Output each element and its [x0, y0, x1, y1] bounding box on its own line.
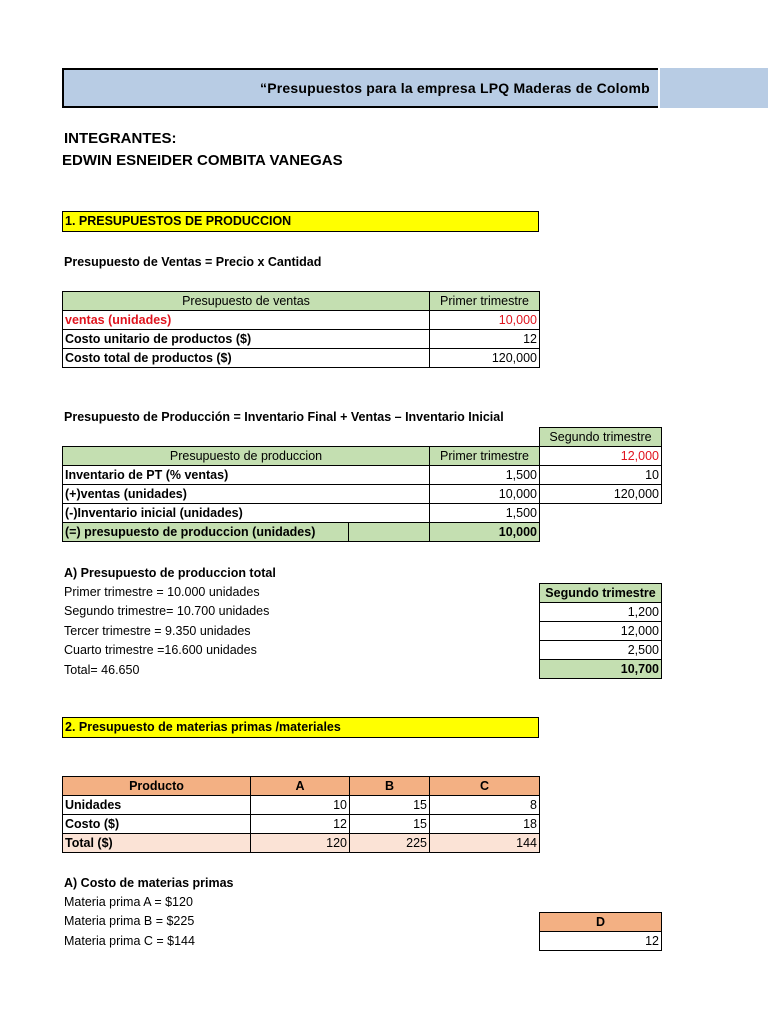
raw-cost-line: Materia prima C = $144 [64, 934, 195, 948]
table-row [63, 330, 540, 349]
table-header: Primer trimestre [430, 292, 540, 311]
table-header: A [251, 777, 350, 796]
production-total-heading: A) Presupuesto de produccion total [64, 566, 276, 580]
integrante-name: EDWIN ESNEIDER COMBITA VANEGAS [62, 152, 343, 169]
sales-formula: Presupuesto de Ventas = Precio x Cantidad [64, 255, 322, 269]
table-row [63, 777, 540, 796]
table-cell: Costo total de productos ($) [63, 349, 430, 368]
table-row [63, 485, 662, 504]
table-cell: 1,500 [430, 466, 540, 485]
table-cell: 120 [251, 834, 350, 853]
table-cell: 15 [350, 815, 430, 834]
table-cell: 10 [251, 796, 350, 815]
empty-cell [540, 523, 662, 542]
table-row [63, 815, 540, 834]
table-row [63, 523, 662, 542]
table-row [540, 622, 662, 641]
table-cell: 18 [430, 815, 540, 834]
title-banner [62, 68, 658, 108]
table-header: Presupuesto de ventas [63, 292, 430, 311]
table-header: Segundo trimestre [540, 428, 662, 447]
production-total-line: Cuarto trimestre =16.600 unidades [64, 643, 257, 657]
table-cell: 12 [540, 932, 662, 951]
table-row [540, 932, 662, 951]
table-cell: (+)ventas (unidades) [63, 485, 430, 504]
table-cell: 12,000 [540, 622, 662, 641]
table-cell: 15 [350, 796, 430, 815]
table-row [540, 641, 662, 660]
production-total-line: Tercer trimestre = 9.350 unidades [64, 624, 251, 638]
table-cell: 1,200 [540, 603, 662, 622]
table-cell: 12,000 [540, 447, 662, 466]
production-table [62, 446, 662, 542]
empty-cell [540, 504, 662, 523]
table-cell: Unidades [63, 796, 251, 815]
table-cell: (-)Inventario inicial (unidades) [63, 504, 430, 523]
d-table [539, 912, 662, 951]
table-row [540, 660, 662, 679]
production-extra-header [539, 427, 662, 447]
table-cell: 1,500 [430, 504, 540, 523]
table-cell: Inventario de PT (% ventas) [63, 466, 430, 485]
table-header: C [430, 777, 540, 796]
title-banner-extension [660, 68, 768, 108]
table-row [63, 504, 662, 523]
raw-cost-line: Materia prima B = $225 [64, 914, 195, 928]
table-row [63, 311, 540, 330]
table-cell: Costo unitario de productos ($) [63, 330, 430, 349]
integrantes-label: INTEGRANTES: [64, 130, 177, 147]
table-cell [349, 523, 430, 542]
second-quarter-table [539, 583, 662, 679]
table-header: Segundo trimestre [540, 584, 662, 603]
production-total-line: Total= 46.650 [64, 663, 140, 677]
sales-table [62, 291, 540, 368]
table-cell: Total ($) [63, 834, 251, 853]
table-cell: 8 [430, 796, 540, 815]
table-row [63, 349, 540, 368]
document-title: “Presupuestos para la empresa LPQ Maderas de Colomb [260, 80, 650, 96]
production-total-line: Primer trimestre = 10.000 unidades [64, 585, 260, 599]
table-header: B [350, 777, 430, 796]
table-cell: 10,000 [430, 523, 540, 542]
table-cell: 10,000 [430, 311, 540, 330]
section-1-heading: 1. PRESUPUESTOS DE PRODUCCION [62, 211, 539, 232]
production-total-line: Segundo trimestre= 10.700 unidades [64, 604, 270, 618]
table-row [540, 584, 662, 603]
table-cell: Costo ($) [63, 815, 251, 834]
raw-cost-line: Materia prima A = $120 [64, 895, 193, 909]
table-header: Producto [63, 777, 251, 796]
table-cell: 120,000 [540, 485, 662, 504]
table-row [63, 292, 540, 311]
table-cell: ventas (unidades) [63, 311, 430, 330]
raw-cost-heading: A) Costo de materias primas [64, 876, 234, 890]
table-cell: 10,000 [430, 485, 540, 504]
table-cell: 144 [430, 834, 540, 853]
section-2-heading: 2. Presupuesto de materias primas /materiales [62, 717, 539, 738]
table-cell: 225 [350, 834, 430, 853]
table-header: Presupuesto de produccion [63, 447, 430, 466]
table-cell: 2,500 [540, 641, 662, 660]
materials-table [62, 776, 540, 853]
table-row [63, 834, 540, 853]
table-cell: 12 [251, 815, 350, 834]
table-row [540, 428, 662, 447]
table-row [63, 466, 662, 485]
table-header: D [540, 913, 662, 932]
table-row [540, 603, 662, 622]
table-row [63, 796, 540, 815]
table-row [540, 913, 662, 932]
table-cell: 10,700 [540, 660, 662, 679]
table-cell: (=) presupuesto de produccion (unidades) [63, 523, 349, 542]
table-cell: 10 [540, 466, 662, 485]
production-formula: Presupuesto de Producción = Inventario Final + Ventas – Inventario Inicial [64, 410, 504, 424]
table-row [63, 447, 662, 466]
table-header: Primer trimestre [430, 447, 540, 466]
table-cell: 12 [430, 330, 540, 349]
table-cell: 120,000 [430, 349, 540, 368]
